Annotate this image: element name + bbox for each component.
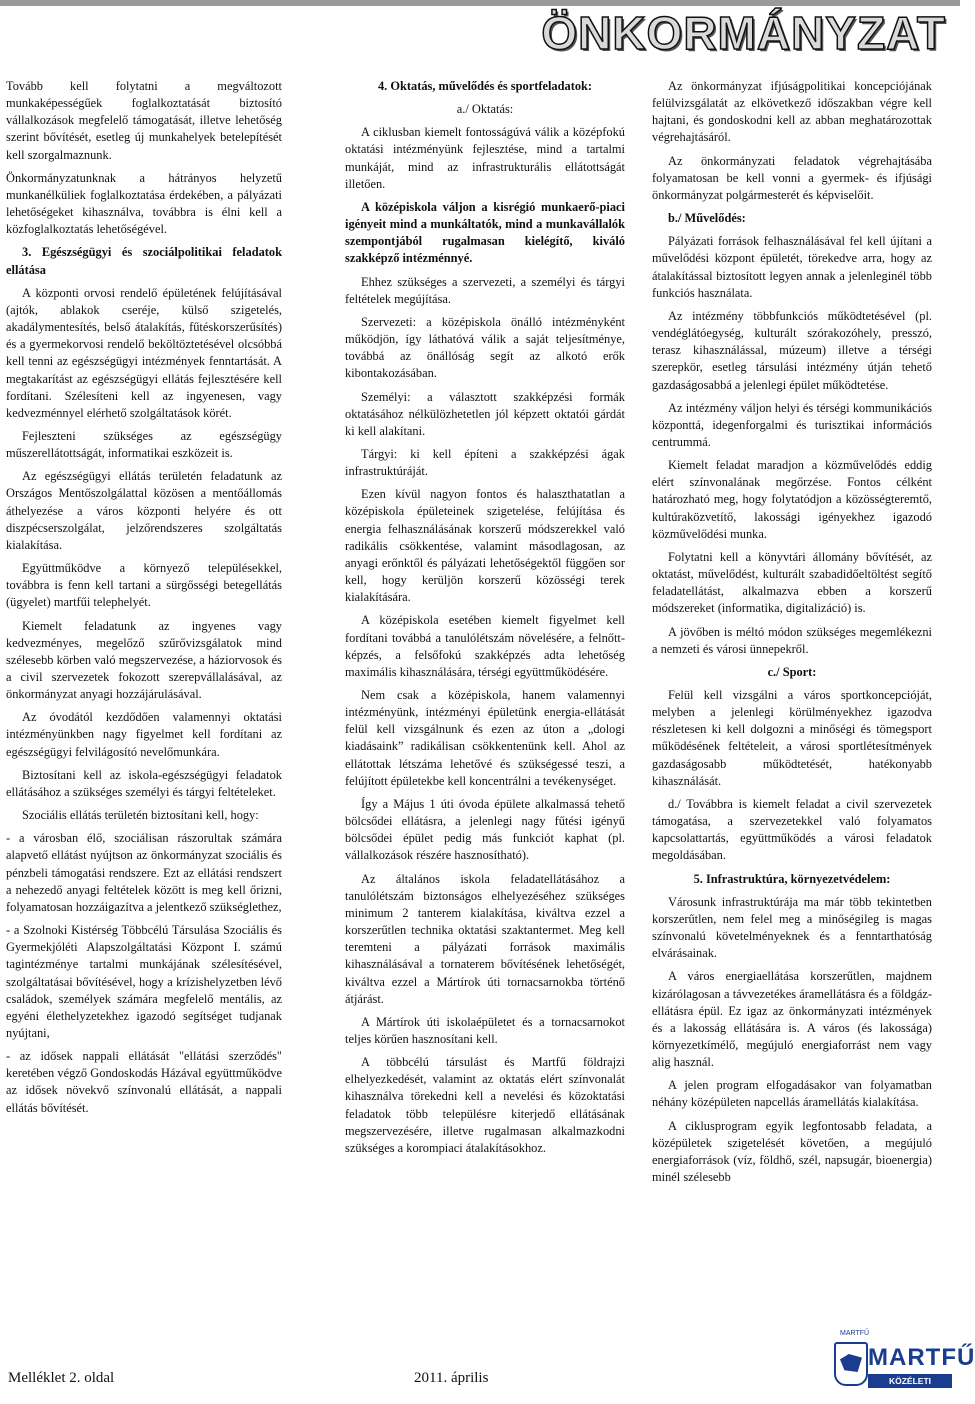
paragraph: A többcélú társulást és Martfű földrajzi elhelyezkedését, valamint az oktatás elért színvonalát kihasználva törekedni kell a nevelési és közoktatási feladatok több településre kiterjedő ellátásának megszervezésére, illetve rugalmasan alkalmazkodni szükséges a korompiaci átalakításokhoz. bbox=[345, 1055, 625, 1155]
paragraph: A város energiaellátása korszerűtlen, majdnem kizárólagosan a távvezetékes áramellátásra és a földgáz-ellátásra épül. Ez igaz az önkormányzati intézmények és a lakosság ellátására is. A város (és lakossága) környezetkímélő, megújuló energiaforrást nem vagy alig használ. bbox=[652, 969, 932, 1070]
paragraph: Az önkormányzat ifjúságpolitikai koncepciójának felülvizsgálatát az elkövetkező időszakban végre kell hajtani, és gondoskodni kell az abban meghatározottak végrehajtásáról. bbox=[652, 79, 932, 145]
paragraph: Felül kell vizsgálni a város sportkoncepcióját, melyben a jelenlegi körülményekhez igazodva részletesen ki kell dolgozni a minőségi és tömegsport működésének feltételeit, a városi sportlétesítmények gazdaságosabb működtetését, hatékonyabb kihasználását. bbox=[652, 688, 932, 788]
paragraph: Együttműködve a környező településekkel, továbbra is fenn kell tartani a sürgősségi betegellátás (ügyelet) martfűi telephelyét. bbox=[6, 561, 282, 610]
paragraph: - az idősek nappali ellátását "ellátási szerződés" keretében végző Gondoskodás Házával együttműködve az idősek növekvő színvonalú ellátását, a nappali ellátás bővítését. bbox=[6, 1049, 282, 1115]
paragraph: Tovább kell folytatni a megváltozott munkaképességűek foglalkoztatását biztosító vállalkozások megfelelő támogatását, illetve lehetőség szerint bővítését, esetleg új munkahelyek betelepítését kell szorgalmaznunk. bbox=[6, 79, 282, 162]
paragraph: Ezen kívül nagyon fontos és halaszthatatlan a középiskola épületeinek szigetelése, felújítása és energia felhasználásának korszerű módszerekkel való radikális csökkentése, valamint másodlagosan, az anyagi erőnktől és pályázati lehetőségektől függően sor kell, hogy kerüljön korszerű közösségi terek kialakítására. bbox=[345, 487, 625, 605]
paragraph: A jelen program elfogadásakor van folyamatban néhány középületen napcellás áramellátás kialakítása. bbox=[652, 1078, 932, 1110]
footer-page-label: Melléklet 2. oldal bbox=[8, 1370, 115, 1386]
logo-name: MARTFŰ bbox=[868, 1344, 975, 1371]
coat-of-arms-icon bbox=[834, 1342, 868, 1386]
paragraph: 5. Infrastruktúra, környezetvédelem: bbox=[693, 871, 891, 886]
paragraph: Pályázati források felhasználásával fel kell újítani a művelődési központ épületét, törekedve arra, hogy az átalakítással biztosított legyen annak a jelenleginél több funkciós használata. bbox=[652, 234, 932, 300]
paragraph: Tárgyi: ki kell építeni a szakképzési ágak infrastruktúráját. bbox=[345, 446, 625, 479]
paragraph: 4. Oktatás, művelődés és sportfeladatok: bbox=[377, 79, 593, 93]
section-title: ÖNKORMÁNYZAT bbox=[541, 7, 946, 59]
paragraph: A Mártírok úti iskolaépületet és a tornacsarnokot teljes körűen hasznosítani kell. bbox=[345, 1014, 625, 1046]
footer-date: 2011. április bbox=[414, 1370, 489, 1386]
column-middle bbox=[345, 78, 625, 1163]
paragraph: Biztosítani kell az iskola-egészségügyi feladatok ellátásához a szükséges személyi és tárgyi feltételeket. bbox=[6, 767, 282, 799]
paragraph: c./ Sport: bbox=[767, 664, 817, 679]
paragraph: A középiskola váljon a kisrégió munkaerő-piaci igényeit mind a munkáltatók, mind a munkavállalók szempontjából rugalmasan kielégítő, kiváló szakképző intézménnyé. bbox=[345, 199, 625, 266]
paragraph: Ehhez szükséges a szervezeti, a személyi és tárgyi feltételek megújítása. bbox=[345, 274, 625, 306]
page-header bbox=[0, 0, 960, 64]
paragraph: Az egészségügyi ellátás területén feladatunk az Országos Mentőszolgálattal közösen a mentőállomás áthelyezése a város központi helyére és ott diszpécserszolgálat, jelzőrendszeres szolgáltatás kialakítása. bbox=[6, 469, 282, 552]
paragraph: Szociális ellátás területén biztosítani kell, hogy: bbox=[22, 808, 259, 823]
paragraph: Az általános iskola feladatellátásához a tanulólétszám biztonságos elhelyezéséhez szükséges minimum 2 tanterem kialakítása, kiváltva ezzel a korszerűtlen technika oktatási szaktantermet. Meg kell teremteni a pályázati források maximális kihasználásával a tornaterem bővítésének lehetőségét, kiváltva ezzel a Mártírok úti tornacsarnokba történő átjárást. bbox=[345, 871, 625, 1006]
paragraph: Önkormányzatunknak a hátrányos helyzetű munkanélküliek foglalkoztatása érdekében, a pályázati lehetőségeket kihasználva, továbbra is élni kell a közfoglalkoztatás lehetőségével. bbox=[6, 170, 282, 237]
paragraph: A központi orvosi rendelő épületének felújításával (ajtók, ablakok cseréje, külső szigetelés, akadálymentesítés, belső átalakítás, fűtéskorszerűsítés) és a gyermekorvosi rendelő beköltöztetésével olcsóbbá kell tenni az egészségügyi intézmények fenntartását. A megtakarítást az egészségügyi ellátás fejlesztésére kell fordítani. Szélesíteni kell az ingyenesen, vagy kedvezménnyel elérhető szolgáltatások körét. bbox=[6, 285, 282, 420]
martfu-logo bbox=[834, 1330, 975, 1400]
paragraph: d./ Továbbra is kiemelt feladat a civil szervezetek támogatása, a szervezetekkel való folyamatos kapcsolattartás, együttműködés a városi feladatok megoldásában. bbox=[652, 796, 932, 863]
paragraph: - a városban élő, szociálisan rászorultak számára alapvető ellátást nyújtson az önkormányzat szociális és pénzbeli támogatási rendszere. Ezt az ellátási rendszert a nehezedő anyagi feltételek között is meg kell őrizni, folyamatosan hozzáigazítva a jelentkező szükséglethez, bbox=[6, 831, 282, 914]
paragraph: Az óvodától kezdődően valamennyi oktatási intézményünkben nagy figyelmet kell fordítani az egészségügyi felvilágosító nevelőmunkára. bbox=[6, 710, 282, 759]
paragraph: A középiskola esetében kiemelt figyelmet kell fordítani továbbá a tanulólétszám növelésére, a felnőtt-képzés, a felsőfokú szakképzés adta lehetőség maximális kihasználására, térségi együttműködésére. bbox=[345, 613, 625, 679]
paragraph: Az intézmény többfunkciós működtetésével (pl. vendéglátóegység, kulturált szórakozóhely, presszó, terasz kihasználással, múzeum) illetve a térségi szerepkör, esetleg társulási intézmény útján tehető gazdaságosabbá a jelenlegi épület működtetése. bbox=[652, 308, 932, 392]
logo-subtitle: KÖZÉLETI MAGAZIN bbox=[868, 1374, 952, 1388]
paragraph: Az önkormányzati feladatok végrehajtásába folyamatosan be kell vonni a gyermek- és ifjúsági önkormányzat polgármesterét és képviselőit. bbox=[652, 153, 932, 202]
paragraph: Fejleszteni szükséges az egészségügy műszerellátottságát, informatikai eszközeit is. bbox=[6, 428, 282, 461]
paragraph: Szervezeti: a középiskola önálló intézményként működjön, így láthatóvá válik a saját teljesítménye, továbbá az önállóság segít az alkotó erők kibontakozásában. bbox=[345, 314, 625, 381]
paragraph: 3. Egészségügyi és szociálpolitikai feladatok ellátása bbox=[6, 245, 282, 277]
paragraph: A ciklusprogram egyik legfontosabb feladata, a középületek szigetelését követően, a megújuló energiaforrások (víz, földhő, szél, napsugár, bioenergia) minél szélesebb bbox=[652, 1118, 932, 1185]
paragraph: Nem csak a középiskola, hanem valamennyi intézményünk, intézményi épületünk energia-ellátását felül kell vizsgálnunk és ezen az úton a „dologi kiadásaink” radikálisan csökkentenünk kell. Ahol az ellátottak létszáma lehetővé és szükségessé teszi, a felújított épületekbe kell koncentrálni a tevékenységet. bbox=[345, 688, 625, 788]
paragraph: Folytatni kell a könyvtári állomány bővítését, az oktatást, művelődést, kulturált szabadidőeltöltést segítő feladatellátást, alkalmazva ebben a korszerű módszereket (informatika, digitalizáció) is. bbox=[652, 549, 932, 616]
column-left bbox=[6, 78, 282, 1123]
paragraph: a./ Oktatás: bbox=[456, 102, 514, 117]
paragraph: b./ Művelődés: bbox=[668, 211, 746, 226]
paragraph: Kiemelt feladatunk az ingyenes vagy kedvezményes, megelőző szűrővizsgálatok mind szélesebb körben való megszervezése, a háziorvosok és a civil szervezetek fokozott szerepvállalásával, az önkormányzat anyagi hozzájárulásával. bbox=[6, 618, 282, 702]
column-right bbox=[652, 78, 932, 1192]
paragraph: Így a Május 1 úti óvoda épülete alkalmassá tehető bölcsődei ellátásra, a jelenlegi nagy fűtési igényű bölcsődei épület pedig más funkciót kaphat (pl. vállalkozások részére hasznosítható). bbox=[345, 796, 625, 863]
paragraph: Városunk infrastruktúrája ma már több tekintetben korszerűtlen, nem felel meg a minőségileg is magas színvonalú követelményeknek és a fenntarthatóság elvárásainak. bbox=[652, 894, 932, 961]
paragraph: A jövőben is méltó módon szükséges megemlékezni a nemzeti és városi ünnepekről. bbox=[652, 624, 932, 656]
paragraph: Személyi: a választott szakképzési formák oktatásához nélkülözhetetlen jól képzett oktatói gárdát ki kell alakítani. bbox=[345, 389, 625, 438]
paragraph: Kiemelt feladat maradjon a közművelődés eddig elért színvonalának megőrzése. Fontos célként határozható meg, hogy folytatódjon a közösségteremtő, kultúraközvetítő, lakossági igényekhez igazodó közművelődési munka. bbox=[652, 458, 932, 541]
paragraph: - a Szolnoki Kistérség Többcélú Társulása Szociális és Gyermekjóléti Alapszolgáltatási Központ I. számú tagintézménye tartalmi munkájának szélesítésével, szolgáltatásai bővítésével, hogy a krízishelyzetben lévő családok, személyek számára megfelelő mentális, az egyéni élethelyzetekhez igazodó segítséget tudjanak nyújtani, bbox=[6, 923, 282, 1040]
logo-top-text: MARTFŰ bbox=[840, 1330, 870, 1337]
paragraph: A ciklusban kiemelt fontosságúvá válik a középfokú oktatási intézményünk fejlesztése, mind a tartalmi munkáját, mind az infrastrukturális ellátottságát illetően. bbox=[345, 125, 625, 191]
paragraph: Az intézmény váljon helyi és térségi kommunikációs központtá, idegenforgalmi és turisztikai információs centrummá. bbox=[652, 400, 932, 449]
